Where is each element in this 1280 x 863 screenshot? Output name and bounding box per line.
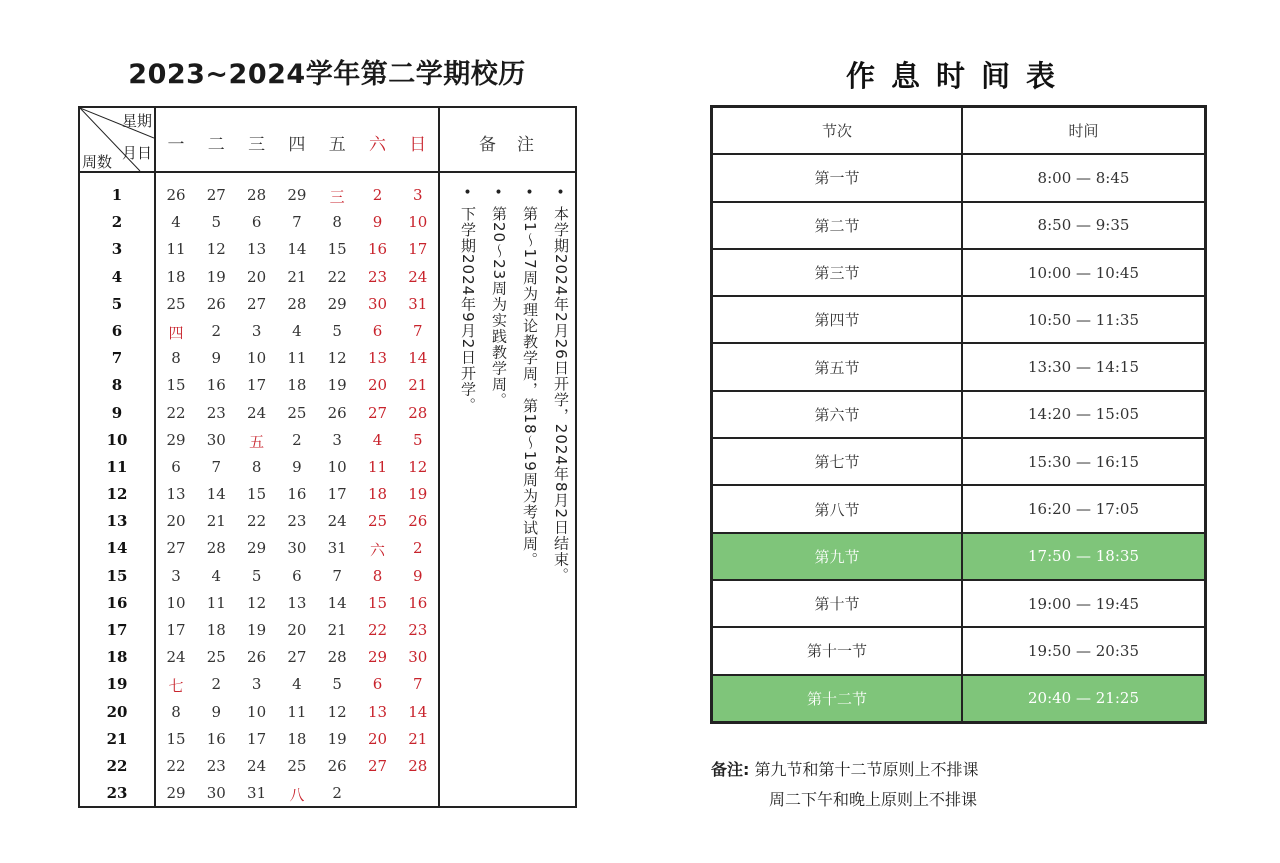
month-marker: 八 [289,786,305,805]
day-cell: 15 [327,240,347,259]
day-cell: 19 [408,485,428,504]
day-cell: 17 [247,729,267,748]
weekday-header: 三 [248,135,266,155]
day-cell: 15 [166,729,186,748]
period-name: 第三节 [712,249,963,296]
day-cell: 25 [367,512,388,531]
day-cell: 13 [166,485,186,504]
day-cell: 4 [211,566,222,585]
day-cell: 12 [327,349,347,368]
day-cell: 26 [408,512,428,531]
corner-weekday-label: 星期 [121,112,152,130]
day-cell: 26 [247,648,267,667]
week-number: 7 [111,349,123,368]
period-time: 8:50 — 9:35 [962,202,1206,249]
day-cell: 6 [372,321,383,340]
day-cell: 25 [166,294,186,313]
period-name: 第八节 [712,485,963,532]
week-number: 4 [111,267,123,286]
calendar-row [80,755,438,782]
day-cell: 3 [413,186,423,204]
day-cell: 19 [247,621,267,639]
period-time: 19:50 — 20:35 [962,627,1206,674]
schedule-row [712,154,1206,201]
schedule-row [712,485,1206,532]
week-number: 15 [106,566,128,585]
day-cell: 5 [332,321,342,340]
period-time: 14:20 — 15:05 [962,391,1206,438]
day-cell: 22 [367,621,388,639]
week-number: 13 [106,512,128,531]
calendar-row [80,646,438,673]
day-cell: 30 [206,430,226,449]
day-cell: 7 [413,675,423,694]
schedule-header-row [712,107,1206,155]
calendar-row [80,429,438,456]
week-number: 22 [106,756,128,775]
week-number: 2 [111,213,123,232]
day-cell: 16 [206,376,226,395]
remark-note [521,186,538,568]
period-name: 第二节 [712,202,963,249]
month-marker: 六 [369,541,385,560]
week-number: 11 [106,457,128,476]
corner-week-number-label: 周数 [82,153,113,171]
day-cell: 6 [251,213,262,232]
day-cell: 30 [367,294,388,313]
day-cell: 14 [287,240,307,259]
day-cell: 28 [408,403,428,422]
week-number: 1 [111,186,123,204]
day-cell: 15 [247,485,267,504]
day-cell: 2 [292,430,302,449]
weekday-header: 六 [369,135,386,155]
day-cell: 23 [206,756,226,775]
day-cell: 26 [166,186,186,204]
schedule-row [712,391,1206,438]
remarks-header: 备 注 [479,135,536,155]
remark-note [490,186,507,408]
day-cell: 28 [206,539,226,558]
day-cell: 12 [247,593,267,612]
remark-note-text: 本学期2024年2月26日开学，2024年8月2日结束。 [552,206,570,584]
calendar-row [80,565,438,592]
bullet-icon: • [463,185,472,201]
day-cell: 25 [287,756,307,775]
calendar-row [80,782,438,809]
day-cell: 20 [166,512,186,531]
remark-note [459,186,476,413]
day-cell: 5 [413,430,423,449]
calendar-row [80,374,438,401]
schedule-row [712,296,1206,343]
divider [80,171,575,173]
day-cell: 8 [251,457,262,476]
day-cell: 30 [408,648,428,667]
day-cell: 28 [247,186,267,204]
schedule-row [712,675,1206,723]
day-cell: 16 [287,485,307,504]
day-cell: 5 [211,213,222,232]
week-number: 9 [111,403,123,422]
day-cell: 14 [206,485,226,504]
calendar-row [80,592,438,619]
bullet-icon: • [525,185,534,201]
calendar-row [80,266,438,293]
day-cell: 20 [247,267,267,286]
day-cell: 25 [287,403,307,422]
day-cell: 12 [408,457,428,476]
day-cell: 2 [332,784,342,803]
week-number: 3 [111,240,123,259]
schedule-row [712,202,1206,249]
day-cell: 7 [292,213,302,232]
weekday-header: 五 [328,135,346,155]
day-cell: 14 [408,702,428,721]
period-time: 13:30 — 14:15 [962,343,1206,390]
day-cell: 9 [292,457,302,476]
calendar-body [80,184,438,809]
day-cell: 16 [206,729,226,748]
day-cell: 27 [166,539,186,558]
day-cell: 28 [287,294,307,313]
day-cell: 23 [287,512,307,531]
day-cell: 6 [292,566,302,585]
day-cell: 29 [367,648,388,667]
weekday-header: 日 [409,135,427,155]
day-cell: 2 [372,186,383,204]
week-number: 23 [106,784,128,803]
day-cell: 19 [327,729,347,748]
day-cell: 8 [332,213,342,232]
calendar-row [80,456,438,483]
day-cell: 15 [367,593,388,612]
period-time: 10:00 — 10:45 [962,249,1206,296]
weekday-header: 一 [167,135,185,155]
day-cell: 22 [327,267,347,286]
day-cell: 20 [287,621,307,639]
day-cell: 4 [372,430,383,449]
day-cell: 21 [287,267,307,286]
month-marker: 三 [329,188,345,206]
period-time: 8:00 — 8:45 [962,154,1206,201]
day-cell: 4 [292,675,302,694]
day-cell: 8 [171,702,181,721]
day-cell: 18 [166,267,186,286]
period-name: 第五节 [712,343,963,390]
day-cell: 19 [206,267,226,286]
day-cell: 7 [332,566,342,585]
day-cell: 11 [367,457,388,476]
day-cell: 27 [206,186,226,204]
day-cell: 20 [367,729,388,748]
day-cell: 11 [287,702,307,721]
day-cell: 9 [211,349,222,368]
day-cell: 29 [166,784,186,803]
day-cell: 25 [206,648,226,667]
day-cell: 17 [247,376,267,395]
period-name: 第十一节 [712,627,963,674]
period-name: 第十节 [712,580,963,627]
day-cell: 29 [247,539,267,558]
calendar-row [80,537,438,564]
schedule-row [712,627,1206,674]
week-number: 10 [106,430,128,449]
day-cell: 8 [372,566,383,585]
schedule-table [710,105,1207,724]
remarks-column [440,186,575,786]
week-number: 21 [106,729,128,748]
calendar-row [80,728,438,755]
day-cell: 24 [247,756,267,775]
corner-date-label: 月日 [121,144,152,162]
weekday-header: 四 [288,135,306,155]
day-cell: 24 [247,403,267,422]
day-cell: 2 [211,321,222,340]
day-cell: 11 [287,349,307,368]
day-cell: 29 [287,186,307,204]
day-cell: 31 [408,294,428,313]
day-cell: 17 [327,485,347,504]
schedule-row [712,533,1206,580]
day-cell: 18 [206,621,226,639]
header-period: 节次 [712,107,963,155]
day-cell: 30 [206,784,226,803]
day-cell: 14 [327,593,347,612]
calendar-title: 2023~2024学年第二学期校历 [128,59,526,90]
day-cell: 18 [287,376,307,395]
remark-note [552,186,569,583]
calendar-row [80,510,438,537]
day-cell: 8 [171,349,181,368]
day-cell: 14 [408,349,428,368]
day-cell: 10 [247,702,267,721]
day-cell: 2 [211,675,222,694]
day-cell: 15 [166,376,186,395]
day-cell: 13 [247,240,267,259]
period-time: 16:20 — 17:05 [962,485,1206,532]
day-cell: 21 [327,621,347,639]
day-cell: 12 [327,702,347,721]
day-cell: 29 [327,294,347,313]
week-number: 16 [106,593,128,612]
day-cell: 11 [206,593,226,612]
day-cell: 16 [367,240,388,259]
calendar-row [80,701,438,728]
day-cell: 5 [251,566,262,585]
calendar-row [80,293,438,320]
calendar-row [80,347,438,374]
day-cell: 6 [372,675,383,694]
day-cell: 30 [287,539,307,558]
remark-line-1: 第九节和第十二节原则上不排课 [754,760,979,779]
day-cell: 21 [408,376,428,395]
day-cell: 27 [247,294,267,313]
schedule-row [712,343,1206,390]
calendar-row [80,402,438,429]
day-cell: 9 [372,213,383,232]
day-cell: 13 [367,702,388,721]
day-cell: 17 [408,240,428,259]
day-cell: 13 [287,593,307,612]
bullet-icon: • [494,185,503,201]
calendar-row [80,673,438,700]
day-cell: 3 [251,675,262,694]
day-cell: 5 [332,675,342,694]
period-time: 17:50 — 18:35 [962,533,1206,580]
day-cell: 31 [247,784,267,803]
day-cell: 18 [287,729,307,748]
day-cell: 9 [211,702,222,721]
week-number: 6 [111,321,123,340]
schedule-row [712,438,1206,485]
day-cell: 28 [327,648,347,667]
period-time: 10:50 — 11:35 [962,296,1206,343]
day-cell: 31 [327,539,347,558]
week-number: 19 [106,675,128,694]
day-cell: 12 [206,240,226,259]
day-cell: 27 [367,756,388,775]
day-cell: 27 [287,648,307,667]
remark-note-text: 下学期2024年9月2日开学。 [459,206,477,414]
week-number: 5 [111,294,123,313]
day-cell: 21 [206,512,226,531]
period-name: 第一节 [712,154,963,201]
period-name: 第六节 [712,391,963,438]
day-cell: 22 [166,756,186,775]
header-time: 时间 [962,107,1206,155]
day-cell: 29 [166,430,186,449]
day-cell: 23 [408,621,428,639]
day-cell: 27 [367,403,388,422]
weekday-header-row [156,108,438,171]
weekday-header: 二 [207,135,225,155]
week-number: 12 [106,485,128,504]
day-cell: 3 [251,321,262,340]
day-cell: 7 [413,321,423,340]
day-cell: 4 [292,321,302,340]
schedule-title: 作息时间表 [845,59,1071,93]
week-number: 17 [106,621,128,639]
day-cell: 6 [171,457,181,476]
bullet-icon: • [556,185,565,201]
week-number: 14 [106,539,128,558]
day-cell: 10 [327,457,347,476]
day-cell: 10 [408,213,428,232]
week-number: 8 [111,376,123,395]
calendar-row [80,483,438,510]
day-cell: 18 [367,485,388,504]
day-cell: 26 [206,294,226,313]
remark-note-text: 第1～17周为理论教学周，第18～19周为考试周。 [521,206,539,568]
month-marker: 五 [249,432,265,451]
day-cell: 26 [327,403,347,422]
day-cell: 2 [413,539,423,558]
day-cell: 24 [408,267,428,286]
day-cell: 10 [166,593,186,612]
calendar-row [80,320,438,347]
day-cell: 9 [413,566,423,585]
day-cell: 11 [166,240,186,259]
month-marker: 四 [168,323,184,342]
day-cell: 3 [332,430,342,449]
day-cell: 24 [166,648,186,667]
header-corner-cell [80,108,154,171]
period-time: 19:00 — 19:45 [962,580,1206,627]
day-cell: 19 [327,376,347,395]
day-cell: 3 [171,566,181,585]
day-cell: 22 [166,403,186,422]
day-cell: 10 [247,349,267,368]
calendar-row [80,184,438,211]
month-marker: 七 [168,677,184,696]
day-cell: 4 [171,213,181,232]
schedule-row [712,249,1206,296]
day-cell: 26 [327,756,347,775]
remark-line-2: 周二下午和晚上原则上不排课 [769,790,978,809]
remark-note-text: 第20～23周为实践教学周。 [490,206,508,409]
calendar-row [80,211,438,238]
day-cell: 13 [367,349,388,368]
period-name: 第七节 [712,438,963,485]
day-cell: 23 [367,267,388,286]
period-time: 20:40 — 21:25 [962,675,1206,723]
calendar-row [80,619,438,646]
calendar-table [78,106,577,808]
day-cell: 7 [211,457,222,476]
day-cell: 20 [367,376,388,395]
period-name: 第九节 [712,533,963,580]
week-number: 20 [106,702,128,721]
period-name: 第十二节 [712,675,963,723]
schedule-row [712,580,1206,627]
day-cell: 17 [166,621,186,639]
day-cell: 28 [408,756,428,775]
period-time: 15:30 — 16:15 [962,438,1206,485]
day-cell: 22 [247,512,267,531]
day-cell: 21 [408,729,428,748]
period-name: 第四节 [712,296,963,343]
remark-label: 备注: [711,760,750,779]
day-cell: 16 [408,593,428,612]
day-cell: 23 [206,403,226,422]
week-number: 18 [106,648,128,667]
day-cell: 24 [327,512,347,531]
calendar-row [80,238,438,265]
